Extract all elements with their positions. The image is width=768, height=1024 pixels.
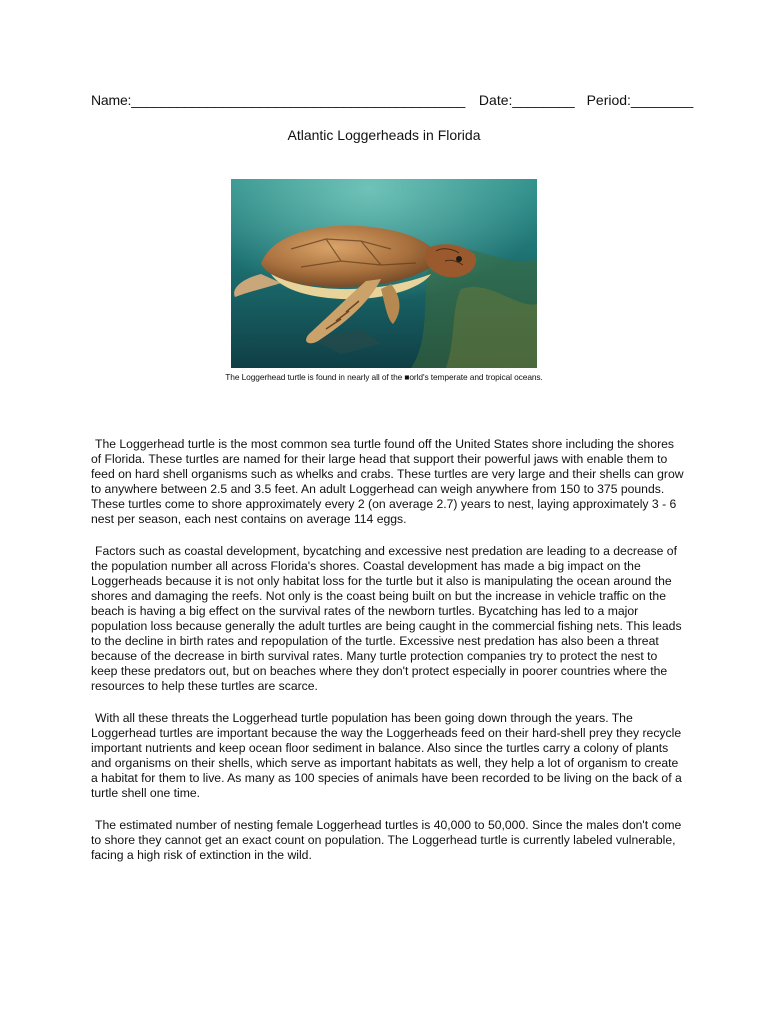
student-info-line	[91, 92, 694, 109]
name-field: Name:____________________________________________	[91, 92, 466, 108]
paragraph: The Loggerhead turtle is the most common sea turtle found off the United States shore including the shores of Florida. These turtles are named for their large head that support their powerful jaws with enable them to feed on hard shell organisms such as whelks and crabs. These turtles are very large and their shells can grow to anywhere between 2.5 and 3.5 feet. An adult Loggerhead can weigh anywhere from 150 to 375 pounds. These turtles come to shore approximately every 2 (on average 2.7) years to nest, laying approximately 3 - 6 nest per season, each nest contains on average 114 eggs.	[91, 437, 684, 526]
photo-caption: The Loggerhead turtle is found in nearly all of the ■orld's temperate and tropical oceans.	[225, 372, 543, 382]
loggerhead-turtle-photo	[231, 179, 537, 368]
date-field: Date:________	[478, 92, 575, 108]
paragraph: With all these threats the Loggerhead turtle population has been going down through the years. The Loggerhead turtles are important because the way the Loggerheads feed on their hard-shell prey they recycle important nutrients and keep ocean floor sediment in balance. Also since the turtles carry a colony of plants and organisms on their shells, which serve as important habitats as well, they help a lot of organism to create a habitat for them to live. As many as 100 species of animals have been recorded to be living on the back of a turtle shell one time.	[91, 711, 682, 800]
paragraph: Factors such as coastal development, bycatching and excessive nest predation are leading to a decrease of the population number all across Florida's shores. Coastal development has made a big impact on the Loggerheads because it is not only habitat loss for the turtle but it also is manipulating the ocean around the shores and damaging the reefs. Not only is the coast being built on but the increase in vehicle traffic on the beach is having a big effect on the survival rates of the newborn turtles. Bycatching has led to a major population loss because generally the adult turtles are being caught in the commercial fishing nets. This leads to the decline in birth rates and repopulation of the turtle. Excessive nest predation has also been a threat because of the decrease in birth survival rates. Many turtle protection companies try to protect the nest to keep these predators out, but on beaches where they don't protect especially in poorer countries where the resources to help these turtles are scarce.	[91, 544, 682, 693]
document-title: Atlantic Loggerheads in Florida	[287, 127, 481, 143]
article-body	[91, 437, 686, 880]
paragraph: The estimated number of nesting female Loggerhead turtles is 40,000 to 50,000. Since the males don't come to shore they cannot get an exact count on population. The Loggerhead turtle is currently labeled vulnerable, facing a high risk of extinction in the wild.	[91, 818, 682, 862]
period-field: Period:________	[586, 92, 694, 108]
